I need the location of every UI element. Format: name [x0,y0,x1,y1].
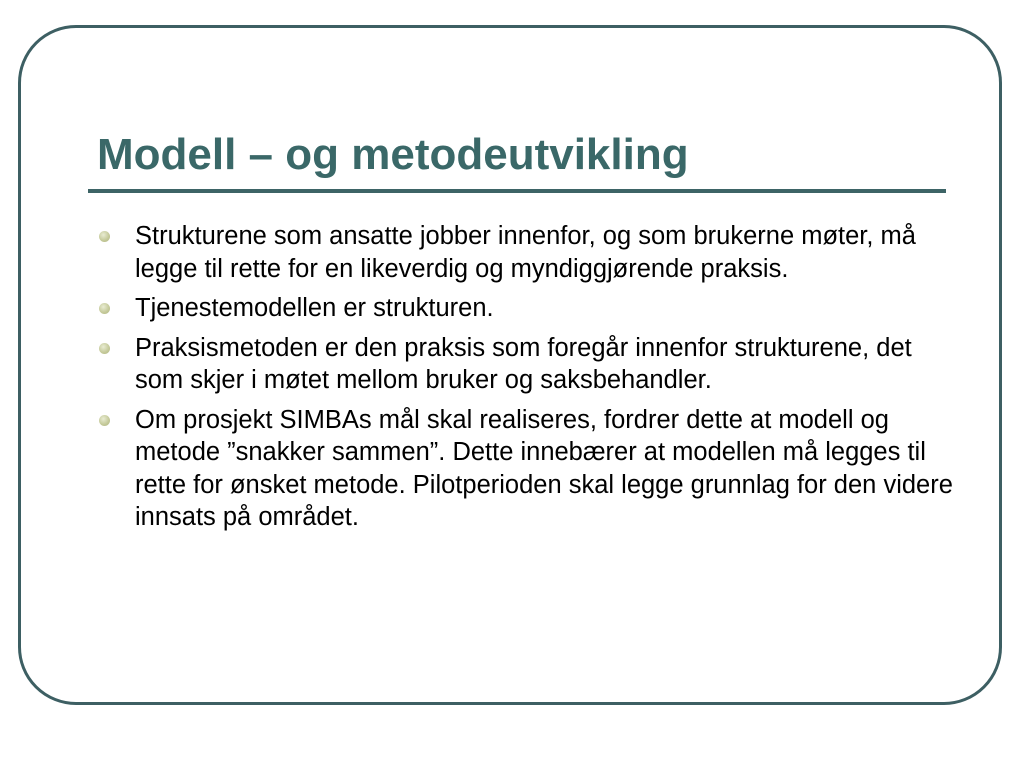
slide-title: Modell – og metodeutvikling [97,130,689,179]
bullet-dot-icon [99,231,110,242]
bullet-item [97,404,957,534]
bullet-text: Tjenestemodellen er strukturen. [135,294,494,322]
title-underline [88,189,946,193]
bullet-item [97,332,957,397]
bullet-dot-icon [99,343,110,354]
bullet-dot-icon [99,303,110,314]
bullet-text: Strukturene som ansatte jobber innenfor, og som brukerne møter, må legge til rette for en likeverdig og myndiggjørende praksis. [135,222,916,283]
bullet-dot-icon [99,415,110,426]
bullet-item [97,292,957,325]
bullet-text: Om prosjekt SIMBAs mål skal realiseres, fordrer dette at modell og metode ”snakker sammen”. Dette innebærer at modellen må legges til rette for ønsket metode. Pilotperioden skal legge grunnlag for den videre innsats på området. [135,405,953,531]
bullet-text: Praksismetoden er den praksis som foregår innenfor strukturene, det som skjer i møtet mellom bruker og saksbehandler. [135,333,912,394]
bullet-item [97,220,957,285]
bullet-list [97,220,957,541]
